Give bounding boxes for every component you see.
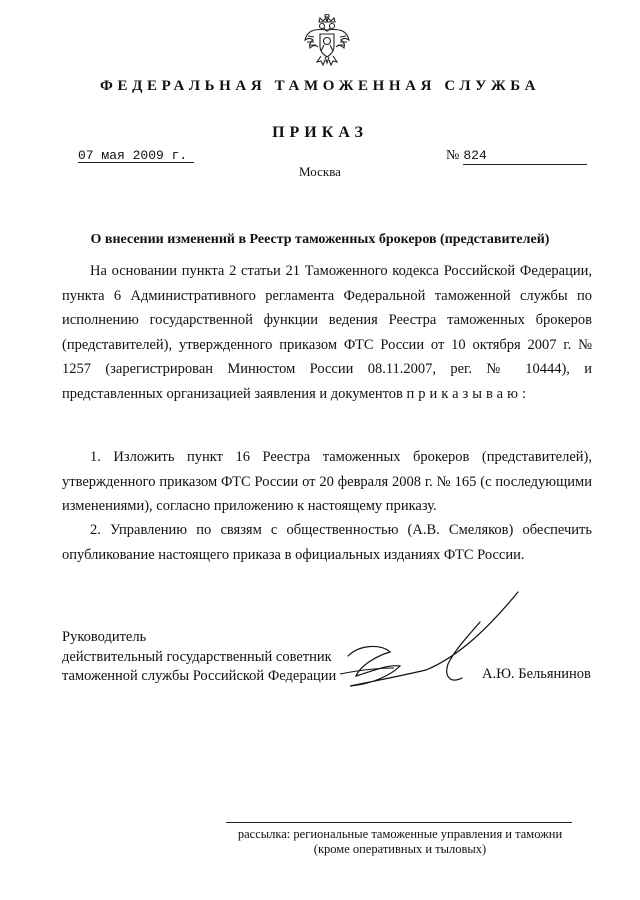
coat-of-arms-icon <box>304 14 350 66</box>
divider <box>226 822 572 823</box>
order-date: 07 мая 2009 г. <box>78 148 188 163</box>
signer-block <box>62 628 336 687</box>
signer-title-line2: действительный государственный советник <box>62 648 332 665</box>
preamble-paragraph <box>62 259 592 406</box>
item-1: 1. Изложить пункт 16 Реестра таможенных брокеров (представителей), утвержденного приказом ФТС России от 20 февраля 2008 г. № 165 (с последующими изменениями), согласно приложению к настоящему приказу. <box>62 449 592 514</box>
number-field <box>446 146 590 162</box>
signer-name: А.Ю. Бельянинов <box>482 666 591 682</box>
number-sign: № <box>446 148 460 163</box>
order-number: 824 <box>463 148 587 165</box>
order-subject: О внесении изменений в Реестр таможенных брокеров (представителей) <box>90 232 550 247</box>
preamble-text: На основании пункта 2 статьи 21 Таможенного кодекса Российской Федерации, пункта 6 Административного регламента Федеральной таможенной службы по исполнению государственной функции ведения Реестра таможенных брокеров (представителей), утвержденного приказом ФТС России от 10 октября 2007 г. № 1257 (зарегистрирован Минюстом России 08.11.2007, рег. № 10444), и представленных организацией заявления и документов <box>62 263 592 402</box>
date-field <box>78 146 194 163</box>
distribution-line2: (кроме оперативных и тыловых) <box>313 842 487 856</box>
agency-name: ФЕДЕРАЛЬНАЯ ТАМОЖЕННАЯ СЛУЖБА <box>99 78 541 94</box>
city: Москва <box>299 164 341 179</box>
document-type: ПРИКАЗ <box>272 124 368 141</box>
distribution-list <box>200 827 600 857</box>
order-word: приказываю: <box>406 385 530 402</box>
item-2: 2. Управлению по связям с общественностью (А.В. Смеляков) обеспечить опубликование настоящего приказа в официальных изданиях ФТС России. <box>62 522 592 563</box>
distribution-line1: рассылка: региональные таможенные управления и таможни <box>237 827 563 841</box>
signer-title-line1: Руководитель <box>62 629 147 645</box>
signer-title-line3: таможенной службы Российской Федерации <box>62 668 337 684</box>
